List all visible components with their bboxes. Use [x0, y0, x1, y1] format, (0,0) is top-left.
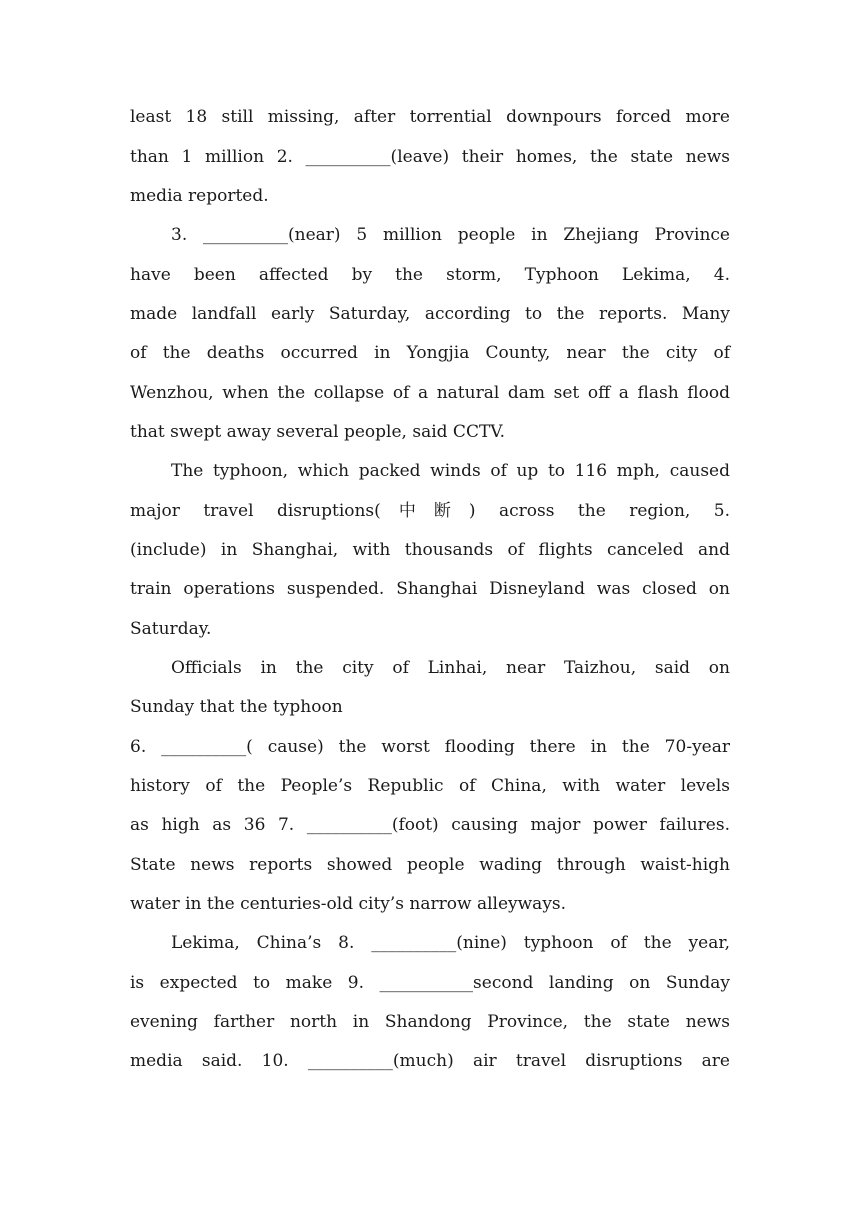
text-line: water in the centuries-old city’s narrow alleyways.: [130, 894, 567, 914]
text-line: State news reports showed people wading through waist-high: [130, 855, 730, 875]
text-line: 6. __________( cause) the worst flooding there in the 70-year: [130, 737, 730, 757]
text-line: Wenzhou, when the collapse of a natural dam set off a flash flood: [130, 383, 730, 403]
text-line: (include) in Shanghai, with thousands of flights canceled and: [130, 540, 730, 560]
text-line: least 18 still missing, after torrential downpours forced more: [130, 107, 730, 127]
text-line: of the deaths occurred in Yongjia County, near the city of: [130, 343, 730, 363]
text-line: history of the People’s Republic of China, with water levels: [130, 776, 730, 796]
text-line: media reported.: [130, 186, 269, 206]
text-line: Sunday that the typhoon: [130, 697, 343, 717]
text-line: evening farther north in Shandong Province, the state news: [130, 1012, 730, 1032]
paragraph-start-line: Lekima, China’s 8. __________(nine) typhoon of the year,: [171, 933, 730, 953]
text-line: have been affected by the storm, Typhoon Lekima, 4.: [130, 265, 730, 285]
text-line: made landfall early Saturday, according to the reports. Many: [130, 304, 730, 324]
text-line: that swept away several people, said CCTV.: [130, 422, 505, 442]
paragraph-start-line: The typhoon, which packed winds of up to 116 mph, caused: [171, 461, 730, 481]
text-line: is expected to make 9. ___________second landing on Sunday: [130, 973, 730, 993]
text-line: major travel disruptions(中断) across the region, 5.: [130, 501, 730, 521]
text-line: Saturday.: [130, 619, 212, 639]
text-line: media said. 10. __________(much) air travel disruptions are: [130, 1051, 730, 1071]
paragraph-start-line: 3. __________(near) 5 million people in Zhejiang Province: [171, 225, 730, 245]
text-line: train operations suspended. Shanghai Disneyland was closed on: [130, 579, 730, 599]
text-line: as high as 36 7. __________(foot) causing major power failures.: [130, 815, 730, 835]
text-line: than 1 million 2. __________(leave) their homes, the state news: [130, 147, 730, 167]
paragraph-start-line: Officials in the city of Linhai, near Taizhou, said on: [171, 658, 730, 678]
